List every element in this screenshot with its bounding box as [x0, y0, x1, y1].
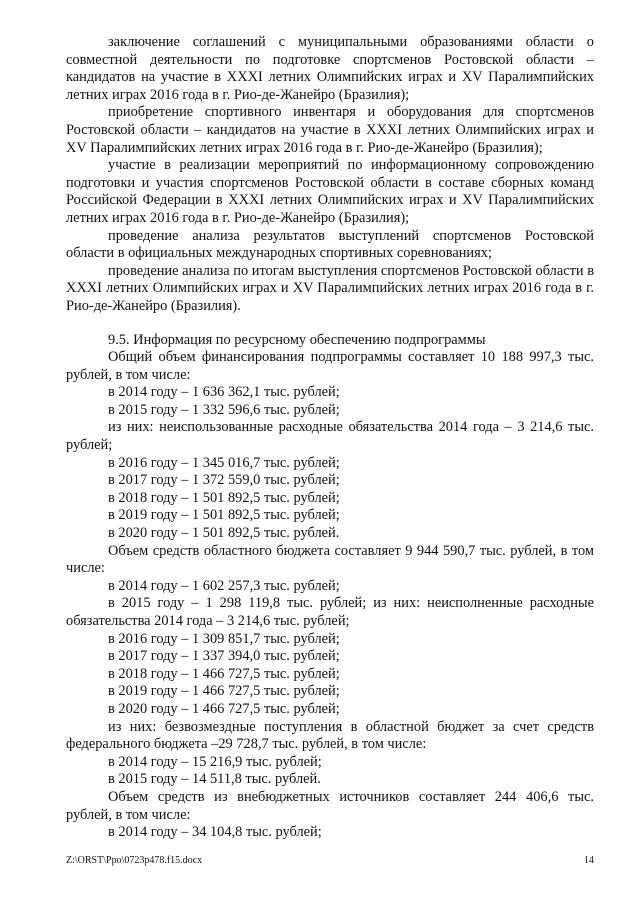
- year-line: в 2019 году – 1 466 727,5 тыс. рублей;: [108, 683, 340, 700]
- year-line: в 2015 году – 1 332 596,6 тыс. рублей;: [108, 401, 340, 418]
- paragraph-gap: [66, 316, 594, 332]
- year-line: в 2018 году – 1 466 727,5 тыс. рублей;: [108, 665, 340, 682]
- document-body: [66, 34, 594, 842]
- year-line: в 2014 году – 15 216,9 тыс. рублей;: [108, 753, 322, 770]
- year-line: в 2014 году – 1 636 362,1 тыс. рублей;: [108, 384, 340, 401]
- paragraph: в 2015 году – 1 298 119,8 тыс. рублей; из них: неисполненные расходные обязательства 2014 года – 3 214,6 тыс. рублей;: [66, 595, 594, 629]
- year-line: в 2016 году – 1 345 016,7 тыс. рублей;: [108, 454, 340, 471]
- year-line: в 2016 году – 1 309 851,7 тыс. рублей;: [108, 630, 340, 647]
- paragraph: проведение анализа результатов выступлений спортсменов Ростовской области в официальных международных спортивных соревнованиях;: [66, 227, 594, 262]
- year-line: в 2019 году – 1 501 892,5 тыс. рублей;: [108, 507, 340, 524]
- paragraph: из них: неиспользованные расходные обязательства 2014 года – 3 214,6 тыс. рублей;: [66, 419, 594, 454]
- year-line: в 2018 году – 1 501 892,5 тыс. рублей;: [108, 489, 340, 506]
- section-heading: 9.5. Информация по ресурсному обеспечению подпрограммы: [108, 331, 486, 348]
- paragraph: заключение соглашений с муниципальными образованиями области о совместной деятельности по подготовке спортсменов Ростовской области – кандидатов на участие в XXXI летних Олимпийских играх и XV Паралимпийских летних играх 2016 года в г. Рио-де-Жанейро (Бразилия);: [66, 34, 594, 103]
- year-line: в 2020 году – 1 466 727,5 тыс. рублей;: [108, 700, 340, 717]
- paragraph: Объем средств из внебюджетных источников составляет 244 406,6 тыс. рублей, в том числе:: [66, 788, 594, 823]
- year-line: в 2015 году – 14 511,8 тыс. рублей.: [108, 771, 321, 788]
- year-line: в 2020 году – 1 501 892,5 тыс. рублей.: [108, 525, 340, 542]
- paragraph: из них: безвозмездные поступления в областной бюджет за счет средств федерального бюджета –29 728,7 тыс. рублей, в том числе:: [66, 718, 594, 753]
- year-line: в 2017 году – 1 337 394,0 тыс. рублей;: [108, 648, 340, 665]
- page-number: 14: [584, 855, 594, 866]
- paragraph: проведение анализа по итогам выступления спортсменов Ростовской области в XXXI летних Олимпийских играх и XV Паралимпийских летних играх 2016 года в г. Рио-де-Жанейро (Бразилия).: [66, 262, 594, 314]
- paragraph: приобретение спортивного инвентаря и оборудования для спортсменов Ростовской области – кандидатов на участие в XXXI летних Олимпийских играх и XV Паралимпийских летних играх 2016 года в г. Рио-де-Жанейро (Бразилия);: [66, 104, 594, 156]
- paragraph: участие в реализации мероприятий по информационному сопровождению подготовки и участия спортсменов Ростовской области в составе сборных команд Российской Федерации в XXXI летних Олимпийских играх и XV Паралимпийских летних играх 2016 года в г. Рио-де-Жанейро (Бразилия);: [66, 157, 594, 226]
- year-line: в 2014 году – 34 104,8 тыс. рублей;: [108, 824, 322, 841]
- page-footer: [66, 855, 594, 866]
- paragraph: Объем средств областного бюджета составляет 9 944 590,7 тыс. рублей, в том числе:: [66, 542, 594, 577]
- paragraph: Общий объем финансирования подпрограммы составляет 10 188 997,3 тыс. рублей, в том числе:: [66, 349, 594, 383]
- year-line: в 2017 году – 1 372 559,0 тыс. рублей;: [108, 472, 340, 489]
- file-path: Z:\ORST\Ppo\0723p478.f15.docx: [66, 855, 203, 866]
- year-line: в 2014 году – 1 602 257,3 тыс. рублей;: [108, 577, 340, 594]
